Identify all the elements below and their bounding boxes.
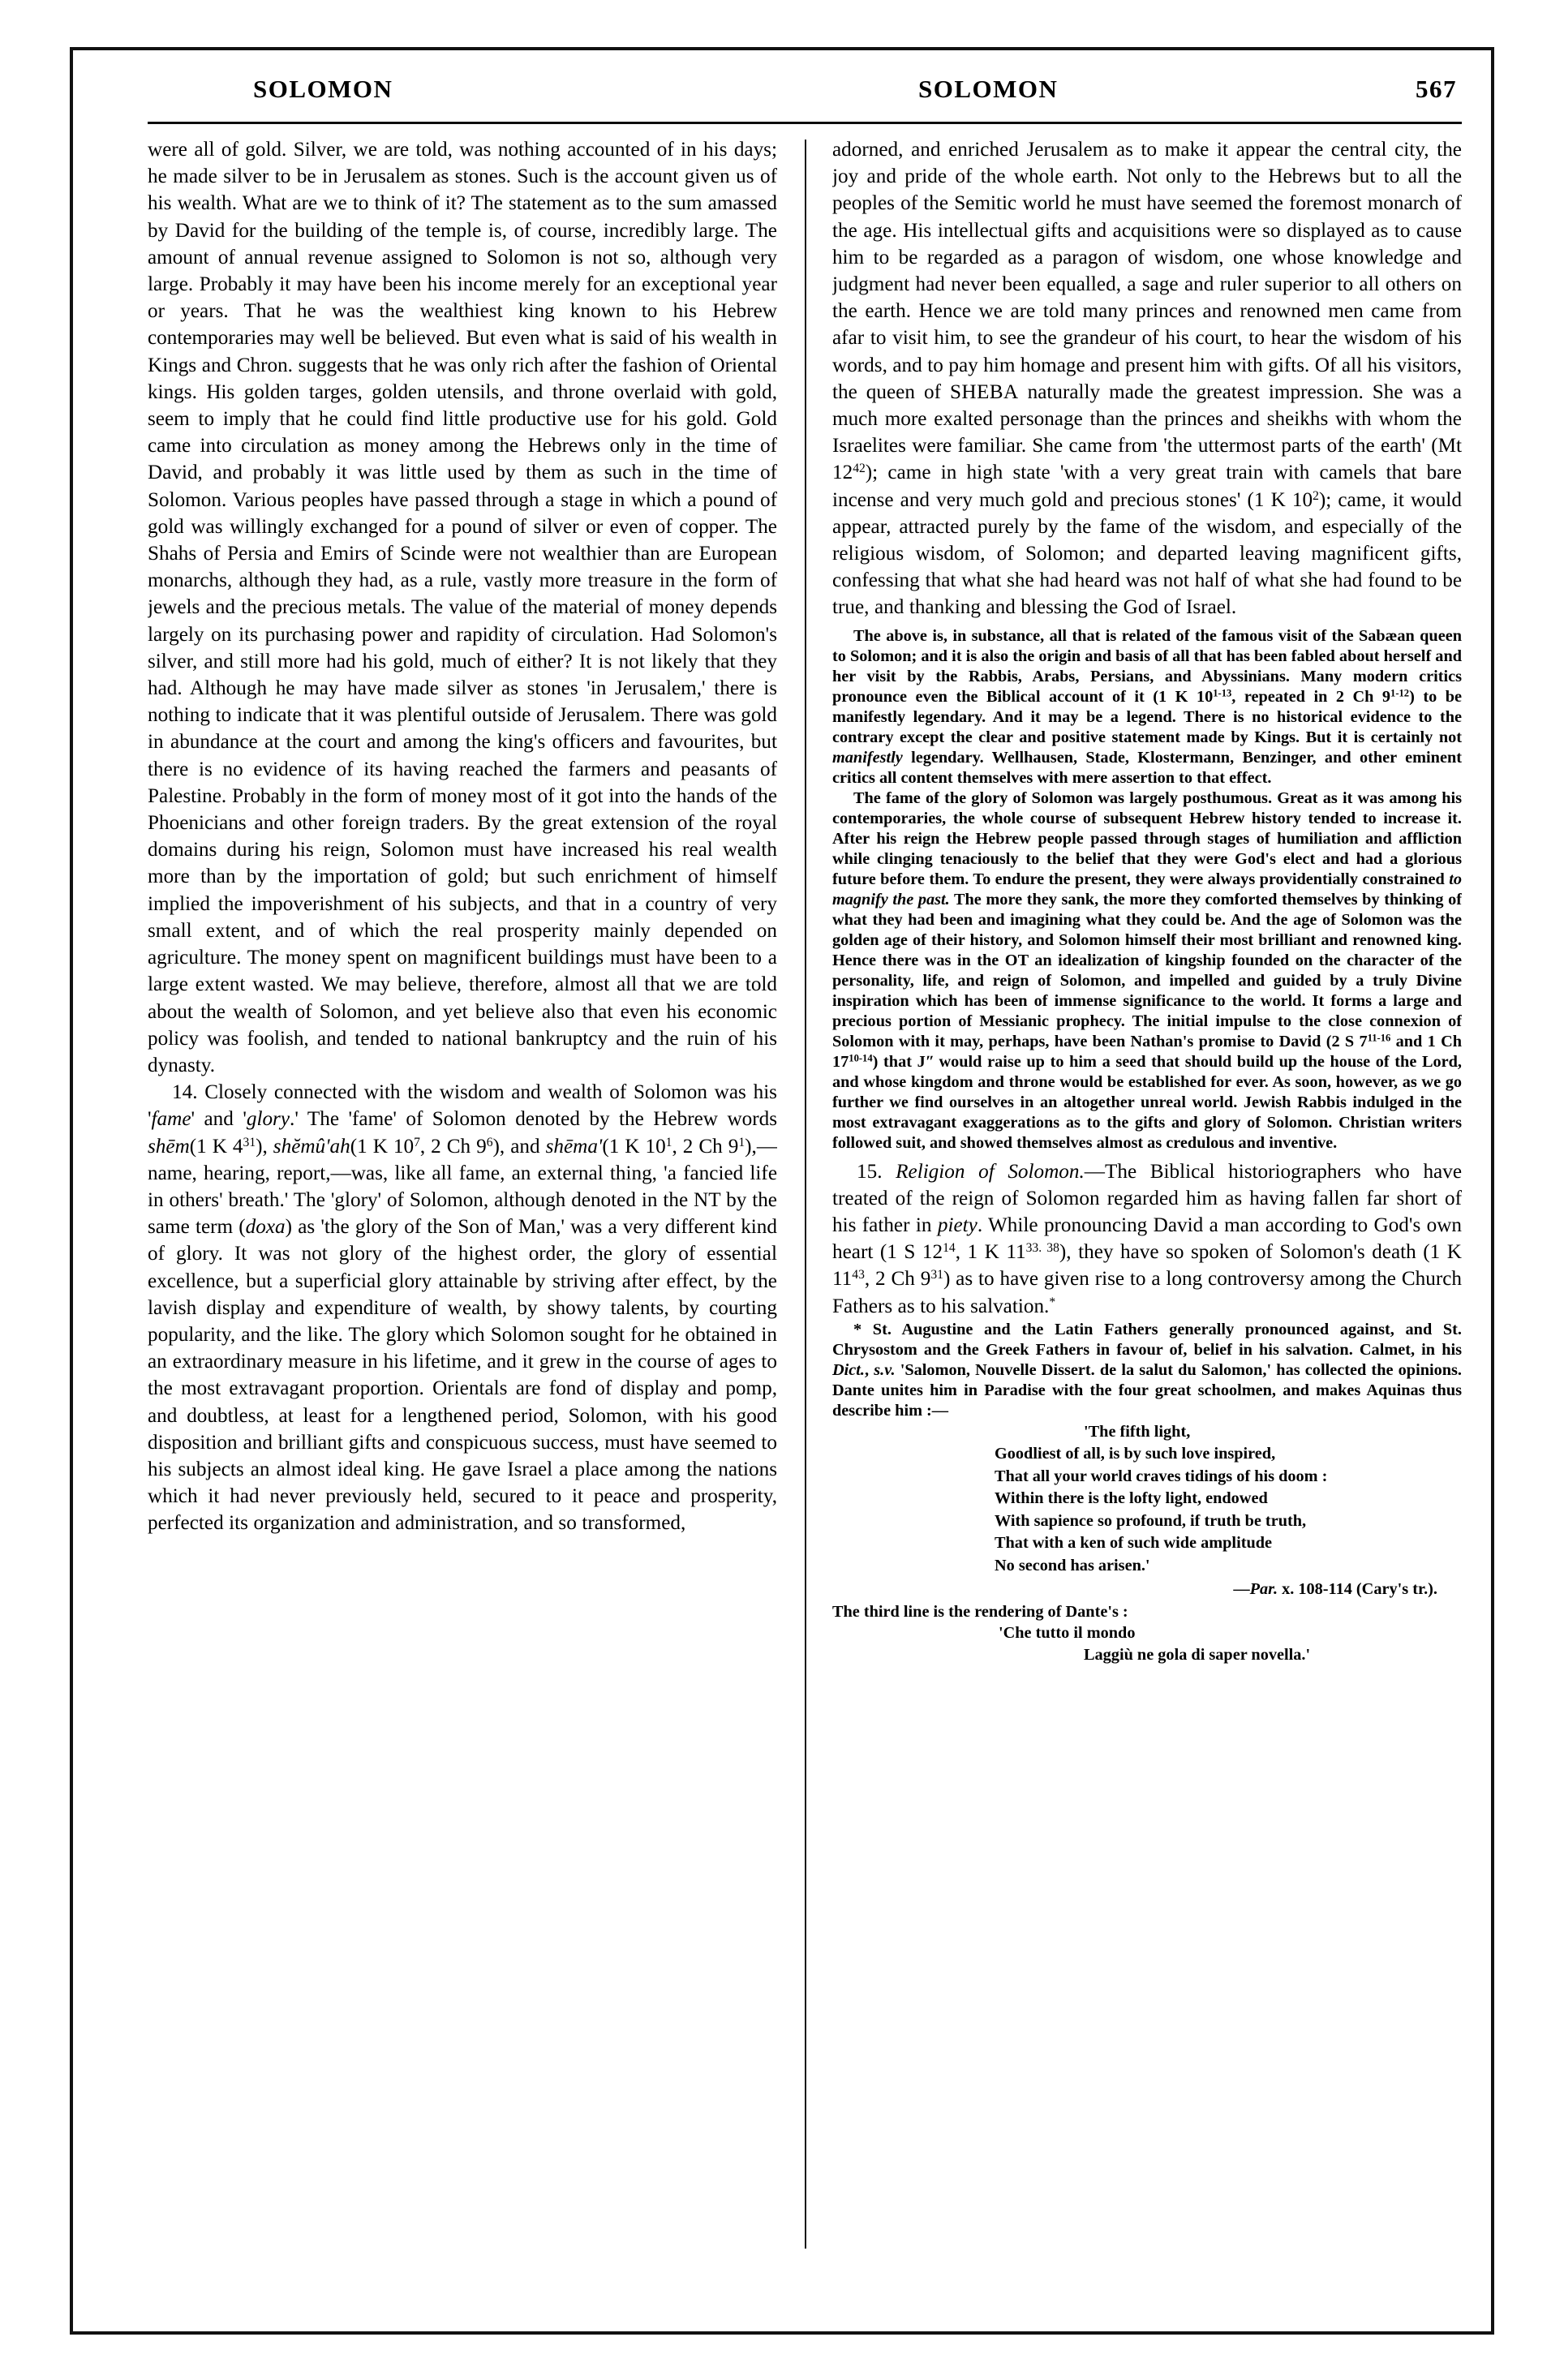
verse-line: That with a ken of such wide amplitude [995, 1534, 1273, 1553]
s15-sup3: 43 [852, 1268, 865, 1282]
footnote-italic-dict: Dict. [832, 1360, 865, 1379]
proper-noun-sheba: SHEBA [950, 380, 1019, 403]
note1-c: ) to be manifestly legendary. And it may be a legend. There is no historical evidence to the contrary except the clear and positive statement made by Kings. But it is certainly not [832, 687, 1462, 746]
s15-sup4: 31 [930, 1268, 943, 1282]
s14-ref-3a-sup: 1 [665, 1135, 672, 1149]
s15-sup2: 33. 38 [1025, 1241, 1059, 1256]
footnote-b: , [865, 1360, 874, 1379]
s15-italic-piety: piety [937, 1214, 978, 1237]
s15-e: , 2 Ch 9 [864, 1268, 931, 1291]
s14-text-3: .' The 'fame' of Solomon denoted by the Hebrew words [290, 1108, 777, 1131]
footnote-marker-ref: * [1049, 1295, 1056, 1309]
section-number-14: 14. [172, 1081, 198, 1104]
verse-line: Goodliest of all, is by such love inspired, [995, 1445, 1276, 1463]
verse-attribution [832, 1577, 1462, 1601]
s15-c: , 1 K 11 [955, 1241, 1026, 1264]
note2-c: and 1 Ch 17 [832, 1032, 1462, 1071]
running-head [148, 75, 1462, 125]
running-head-right-title: SOLOMON [918, 75, 1059, 103]
note1-b: , repeated in 2 Ch 9 [1231, 687, 1391, 706]
rc-p1-c: ); came in high state 'with a very great train with camels that bare incense and very much gold and precious stones' (1 K 10 [832, 462, 1462, 511]
paragraph-section-14 [148, 1079, 777, 1536]
s14-ref-1a: (1 K 4 [189, 1135, 243, 1158]
verse-line: No second has arisen.' [995, 1556, 1150, 1574]
running-head-left-title: SOLOMON [253, 75, 393, 103]
s14-ref-3c: ),—name, hearing, report,—was, like all fame, an external thing, 'a fancied life in others' breath.' The 'glory' of Solomon, although denoted in the NT by the same term ( [148, 1135, 777, 1239]
note2-sup1: 11-16 [1367, 1032, 1391, 1044]
section-number-15: 15. [857, 1160, 883, 1183]
s14-text-2: ' and ' [191, 1108, 247, 1131]
s15-f: ) as to have given rise to a long controversy among the Church Fathers as to his salvation. [832, 1268, 1462, 1317]
paragraph-wealth: were all of gold. Silver, we are told, was nothing accounted of in his days; he made silver to be in Jerusalem as stones. Such is the account given us of his wealth. What are we to think of it? The statement as to the sum amassed by David for the building of the temple is, of course, incredibly large. The amount of annual revenue assigned to Solomon is not so, although very large. Probably it may have been his income merely for an exceptional year or years. That he was the wealthiest king known to his Hebrew contemporaries may well be believed. But even what is said of his wealth in Kings and Chron. suggests that he was only rich after the fashion of Oriental kings. His golden targes, golden utensils, and throne overlaid with gold, seem to imply that he could find little productive use for his gold. Gold came into circulation as money among the Hebrews only in the time of David, and probably it was little used by them as such in the time of Solomon. Various peoples have passed through a stage in which a pound of gold was willingly exchanged for a pound of silver or even of copper. The Shahs of Persia and Emirs of Scinde were not wealthier than are European monarchs, although they had, as a rule, vastly more treasure in the form of jewels and the precious metals. The value of the material of money depends largely on its purchasing power and rapidity of circulation. Had Solomon's silver, and still more had his gold, much of either? It is not likely that they had. Although he may have made silver as stones 'in Jerusalem,' there is nothing to indicate that it was plentiful outside of Jerusalem. There was gold in abundance at the court and among the king's officers and favourites, but there is no evidence of its having reached the farmers and peasants of Palestine. Probably in the form of money most of it got into the hands of the Phoenicians and other foreign traders. By the great extension of the royal domains during his reign, Solomon must have increased his real wealth more than by the importation of gold; but such enrichment of himself implied the impoverishment of his subjects, and that in a country of very small extent, and of which the real prosperity mainly depended on agriculture. The money spent on magnificent buildings must have been to a large extent wasted. We may believe, therefore, almost all that we are told about the wealth of Solomon, and yet believe also that even his economic policy was foolish, and tended to national bankruptcy and the ruin of his dynasty. [148, 139, 777, 1076]
note2-b: The more they sank, the more they comforted themselves by thinking of what they had been and imagining what they could be. And the age of Solomon was the golden age of their history, and Solomon himself their most brilliant and renowned king. Hence there was in the OT an idealization of kingship founded on the character of the personality, life, and reign of Solomon, and impelled and guided by a truly Divine inspiration which has been of immense significance to the world. It forms a large and precious portion of Messianic prophecy. The initial impulse to the close connexion of Solomon with it may, perhaps, have been Nathan's promise to David (2 S 7 [832, 890, 1462, 1050]
s14-ref-2b-sup: 6 [486, 1135, 493, 1149]
italian-verse-line: 'Che tutto il mondo [999, 1624, 1136, 1643]
header-rule [148, 122, 1462, 124]
two-column-body [148, 136, 1462, 2294]
s15-d: ), they have so spoken of Solomon's death (1 K 11 [832, 1241, 1462, 1291]
footnote-augustine [832, 1320, 1462, 1421]
note2-sup2: 10-14 [849, 1052, 873, 1064]
s14-italic-doxa: doxa [245, 1216, 286, 1239]
s15-b: . While pronouncing David a man according to God's own heart (1 S 12 [832, 1214, 1462, 1264]
verse-line: Within there is the lofty light, endowed [995, 1489, 1268, 1508]
page-border [70, 47, 1494, 2335]
verse-line: With sapience so profound, if truth be truth, [995, 1511, 1307, 1530]
rc-ref-mt-sup: 42 [853, 462, 866, 476]
italian-verse-line: Laggiù ne gola di saper novella.' [1084, 1646, 1311, 1665]
rc-p1-b: naturally made the greatest impression. She was a much more exalted personage than the princes and sheikhs with whom the Israelites were familiar. She came from 'the uttermost parts of the earth' (Mt 12 [832, 380, 1462, 484]
footnote-c: 'Salomon, Nouvelle Dissert. de la salut du Salomon,' has collected the opinions. Dante unites him in Paradise with the four great schoolmen, and makes Aquinas thus describe him :— [832, 1360, 1462, 1420]
note2-italic-magnify: to magnify the past. [832, 870, 1462, 909]
s14-hebrew-shem: shēm [148, 1135, 190, 1158]
note2-a: The fame of the glory of Solomon was largely posthumous. Great as it was among his contemporaries, the whole course of subsequent Hebrew history tended to increase it. After his reign the Hebrew people passed through stages of humiliation and affliction while clinging tenaciously to the belief that they were God's elect and had a glorious future before them. To endure the present, they were always providentially constrained [832, 788, 1462, 888]
verse-block-dante [832, 1421, 1462, 1578]
s14-ref-2c: ), and [492, 1135, 546, 1158]
note1-sup2: 1-12 [1390, 687, 1410, 699]
page-content [148, 75, 1462, 2297]
rc-p1-d: ); came, it would appear, attracted purely by the fame of the wisdom, and especially of the religious wisdom, of Solomon; and departed leaving magnificent gifts, confessing that what she had heard was not half of what she had found to be true, and thanking and blessing the God of Israel. [832, 488, 1462, 619]
note1-d: legendary. Wellhausen, Stade, Klostermann, Benzinger, and other eminent critics all content themselves with mere assertion to that effect. [832, 748, 1462, 787]
paragraph-sheba-visit [832, 136, 1462, 621]
s14-ref-3b-sup: 1 [738, 1135, 745, 1149]
footnote-italic-sv: s.v. [874, 1360, 896, 1379]
right-column [832, 136, 1462, 2294]
s14-ref-1b: ), [256, 1135, 273, 1158]
verse-line: That all your world craves tidings of his doom : [995, 1467, 1328, 1485]
column-divider [805, 140, 806, 2249]
s15-sup1: 14 [943, 1241, 956, 1256]
note-paragraph-sabaean [832, 626, 1462, 788]
left-column [148, 136, 777, 2294]
note1-a: The above is, in substance, all that is related of the famous visit of the Sabæan queen to Solomon; and it is also the origin and basis of all that has been fabled about herself and her visit by the Rabbis, Arabs, Persians, and Abyssinians. Many modern critics pronounce even the Biblical account of it (1 K 10 [832, 626, 1462, 706]
s14-text-1: Closely connected with the wisdom and wealth of Solomon was his ' [148, 1081, 777, 1131]
verse-block-italian [832, 1622, 1462, 1666]
attr-dash: — [1233, 1580, 1250, 1599]
paragraph-section-15 [832, 1158, 1462, 1320]
note-paragraph-posthumous-fame [832, 788, 1462, 1153]
s14-ref-2a-sup: 7 [414, 1135, 420, 1149]
note1-sup1: 1-13 [1213, 687, 1232, 699]
s14-ref-3a: (1 K 10 [602, 1135, 666, 1158]
s15-a: —The Biblical historiographers who have treated of the reign of Solomon regarded him as having fallen far short of his father in [832, 1160, 1462, 1237]
attr-italic-par: Par. [1249, 1580, 1278, 1599]
s14-hebrew-shemuah: shĕmû'ah [273, 1135, 350, 1158]
dante-note: The third line is the rendering of Dante's : [832, 1603, 1128, 1622]
note1-italic-manifestly: manifestly [832, 748, 903, 767]
footnote-a: St. Augustine and the Latin Fathers generally pronounced against, and St. Chrysostom and the Greek Fathers in favour of, belief in his salvation. Calmet, in his [832, 1320, 1462, 1359]
note2-d: ) that Jʺ would raise up to him a seed that should build up the house of the Lord, and whose kingdom and throne would be established for ever. As soon, however, as we go further we find ourselves in an altogether unreal world. Jewish Rabbis indulged in the most extravagant exaggerations as to the gifts and glory of Solomon. Christian writers followed suit, and showed themselves almost as credulous and inventive. [832, 1052, 1462, 1152]
attr-rest: x. 108-114 (Cary's tr.). [1278, 1580, 1437, 1599]
footnote-star: * [853, 1320, 862, 1338]
rc-p1-a: adorned, and enriched Jerusalem as to make it appear the central city, the joy and pride of the whole earth. Not only to the Hebrews but to all the peoples of the Semitic world he must have seemed the foremost monarch of the age. His intellectual gifts and acquisitions were so displayed as to cause him to be regarded as a paragon of wisdom, one whose knowledge and judgment had never been equalled, a sage and ruler superior to all others on the earth. Hence we are told many princes and renowned men came from afar to visit him, to see the grandeur of his court, to hear the wisdom of his words, and to pay him homage and present him with gifts. Of all his visitors, the queen of [832, 139, 1462, 403]
rc-ref-1k-sup: 2 [1313, 488, 1319, 503]
s14-italic-glory: glory [246, 1108, 290, 1131]
page-number: 567 [1416, 75, 1457, 103]
s14-hebrew-shema: shēma' [545, 1135, 603, 1158]
s14-ref-1a-sup: 31 [243, 1135, 256, 1149]
s14-ref-2a: (1 K 10 [350, 1135, 415, 1158]
s14-ref-2b: , 2 Ch 9 [419, 1135, 487, 1158]
verse-line: 'The fifth light, [1084, 1422, 1191, 1441]
s14-italic-fame: fame [151, 1108, 191, 1131]
s14-tail: ) as 'the glory of the Son of Man,' was a very different kind of glory. It was not glory of the highest order, the glory of essential excellence, but a superficial glory attainable by striving after effect, by the lavish display and expenditure of wealth, by showy talents, by courting popularity, and the like. The glory which Solomon sought for he obtained in an extraordinary measure in his lifetime, and it grew in the course of ages to the most extravagant proportion. Orientals are fond of display and pomp, and doubtless, at least for a lengthened period, Solomon, with his good disposition and brilliant gifts and conspicuous success, must have seemed to his subjects an almost ideal king. He gave Israel a place among the nations which it had never previously held, secured to it peace and prosperity, perfected its organization and administration, and so transformed, [148, 1216, 777, 1535]
section-15-title: Religion of Solomon. [896, 1160, 1085, 1183]
s14-ref-3b: , 2 Ch 9 [672, 1135, 739, 1158]
